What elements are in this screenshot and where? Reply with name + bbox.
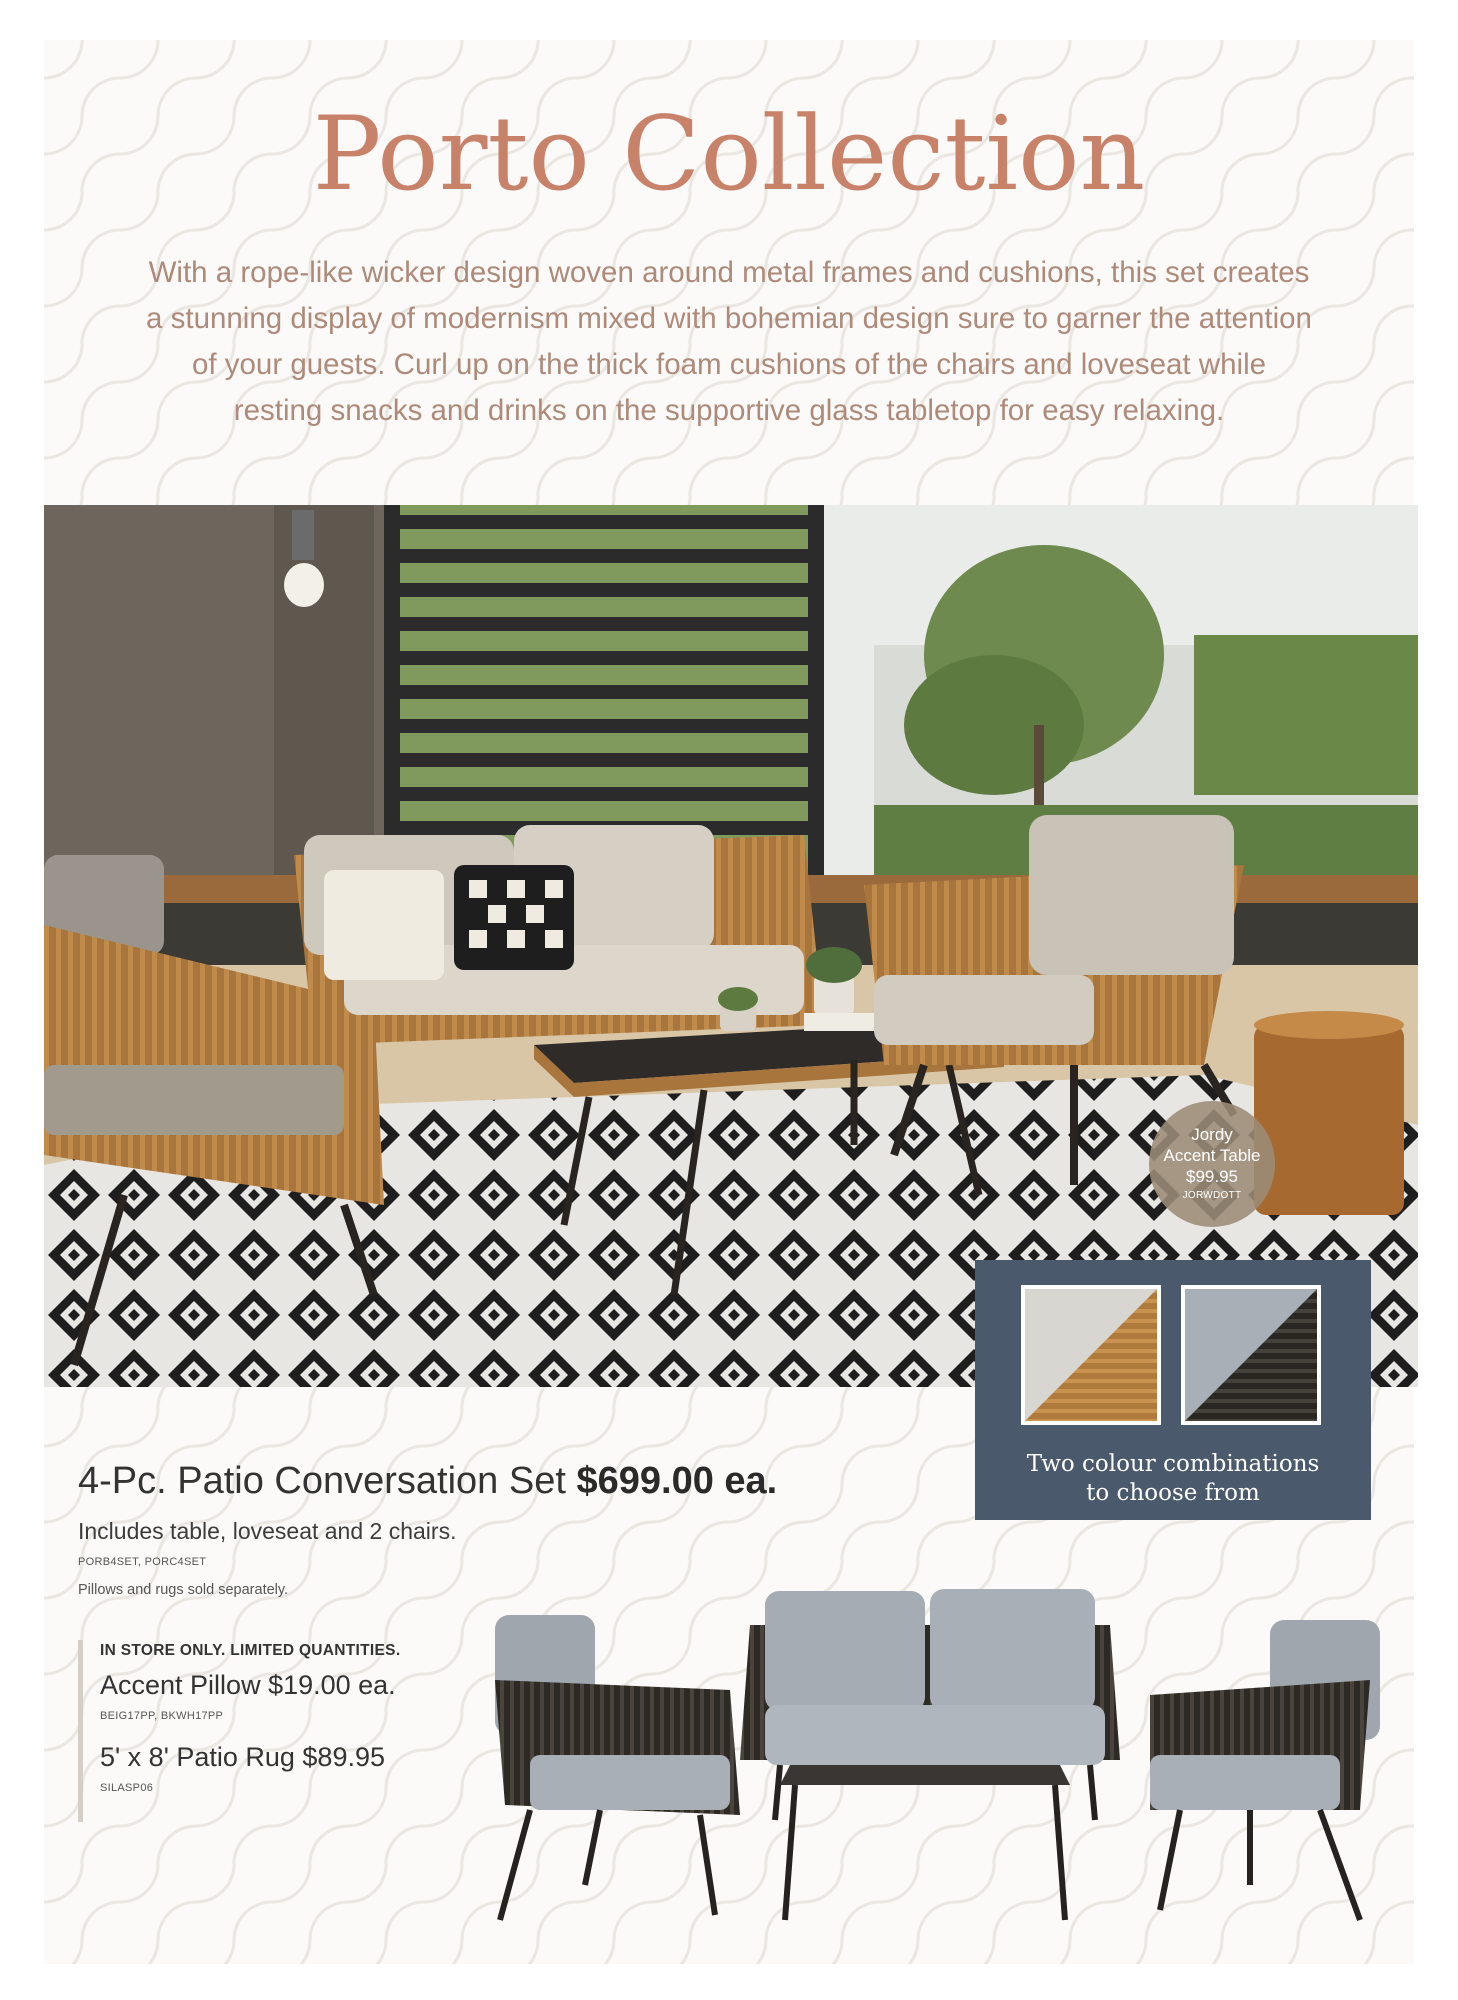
intro-line: With a rope-like wicker design woven around metal frames and cushions, this set creates bbox=[148, 256, 1310, 289]
accent-table-price: $99.95 bbox=[1186, 1166, 1238, 1186]
accent-table-sku: JORWDOTT bbox=[1182, 1189, 1242, 1201]
swatch-light bbox=[1021, 1285, 1161, 1425]
accent-table-name: Accent Table bbox=[1163, 1145, 1261, 1165]
in-store-heading: IN STORE ONLY. LIMITED QUANTITIES. bbox=[100, 1642, 401, 1659]
swatch-caption bbox=[975, 1450, 1371, 1508]
product-cutout-image bbox=[490, 1585, 1410, 1925]
page-title: Porto Collection bbox=[312, 95, 1146, 214]
swatch-dark bbox=[1181, 1285, 1321, 1425]
product-price: $699.00 ea. bbox=[576, 1460, 778, 1502]
patio-lifestyle-photo bbox=[44, 505, 1418, 1387]
in-store-divider bbox=[78, 1640, 83, 1822]
product-title bbox=[78, 1460, 777, 1503]
colour-options-panel bbox=[975, 1260, 1371, 1520]
product-includes: Includes table, loveseat and 2 chairs. bbox=[78, 1518, 457, 1544]
accent-table-badge bbox=[1149, 1101, 1275, 1227]
product-sku: PORB4SET, PORC4SET bbox=[78, 1556, 207, 1568]
accent-pillow-sku: BEIG17PP, BKWH17PP bbox=[100, 1710, 224, 1722]
intro-line: a stunning display of modernism mixed with bohemian design sure to garner the attention bbox=[146, 302, 1312, 335]
accent-table-name: Jordy bbox=[1191, 1124, 1233, 1144]
intro-line: resting snacks and drinks on the supportive glass tabletop for easy relaxing. bbox=[233, 394, 1225, 427]
patio-rug-sku: SILASP06 bbox=[100, 1782, 154, 1794]
patio-rug-offer: 5' x 8' Patio Rug $89.95 bbox=[100, 1742, 386, 1772]
product-name: 4-Pc. Patio Conversation Set bbox=[78, 1460, 566, 1502]
product-note: Pillows and rugs sold separately. bbox=[78, 1582, 289, 1598]
intro-line: of your guests. Curl up on the thick foam cushions of the chairs and loveseat while bbox=[191, 348, 1267, 381]
swatch-caption-line: to choose from bbox=[1086, 1480, 1260, 1506]
intro-paragraph bbox=[96, 250, 1362, 434]
accent-pillow-offer: Accent Pillow $19.00 ea. bbox=[100, 1670, 396, 1700]
swatch-caption-line: Two colour combinations bbox=[1026, 1451, 1320, 1477]
